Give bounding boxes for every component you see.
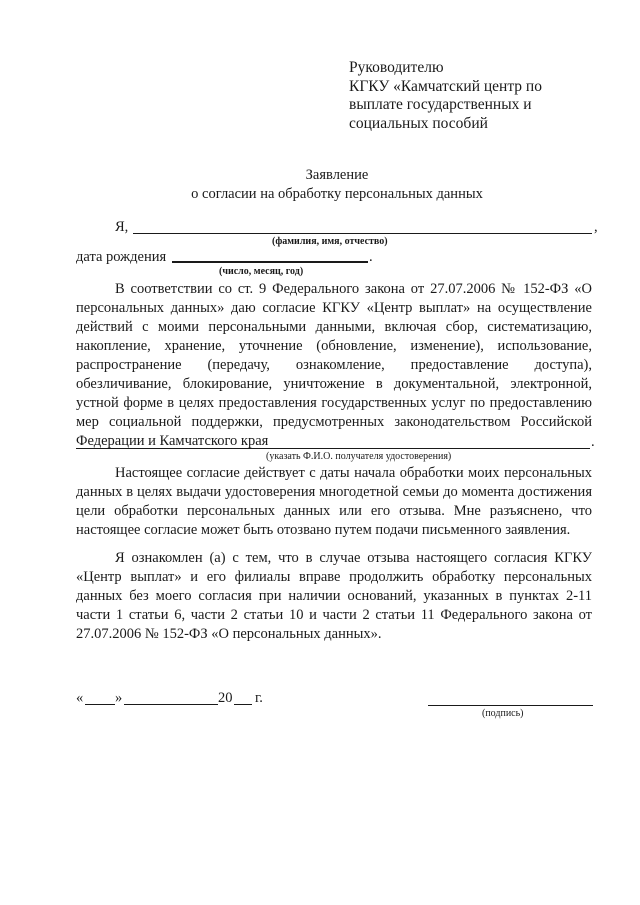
- applicant-name-field[interactable]: [133, 233, 592, 234]
- recipient-suffix: .: [591, 434, 595, 450]
- date-day-field[interactable]: [85, 704, 115, 705]
- date-year-prefix: 20: [218, 690, 233, 706]
- date-year-field[interactable]: [234, 704, 252, 705]
- recipient-name-field[interactable]: [76, 448, 590, 449]
- document-title: Заявление: [305, 167, 369, 183]
- date-open-quote: «: [76, 690, 84, 706]
- applicant-suffix: ,: [594, 219, 598, 235]
- signature-caption: (подпись): [482, 708, 524, 719]
- applicant-prefix: Я,: [115, 219, 129, 235]
- date-year-suffix: г.: [255, 690, 263, 706]
- birth-date-field[interactable]: [172, 261, 368, 263]
- recipient-caption: (указать Ф.И.О. получателя удостоверения): [266, 451, 452, 462]
- addressee-block: [349, 59, 619, 133]
- revocation-paragraph-text: Я ознакомлен (а) с тем, что в случае отзыва настоящего согласия КГКУ «Центр выплат» и его филиалы вправе продолжить обработку персональных данных без моего согласия при наличии оснований, указанных в пунктах 2-11 части 1 статьи 6, части 2 статьи 10 и части 2 статьи 11 Федерального закона от 27.07.2006 № 152-ФЗ «О персональных данных».: [76, 550, 592, 642]
- birth-date-suffix: .: [369, 249, 373, 265]
- birth-date-caption: (число, месяц, год): [219, 266, 304, 277]
- date-month-field[interactable]: [124, 704, 218, 705]
- consent-paragraph: [76, 280, 592, 451]
- document-subtitle: о согласии на обработку персональных данных: [191, 186, 483, 202]
- addressee-line: выплате государственных и: [349, 96, 532, 113]
- revocation-paragraph: [76, 549, 592, 644]
- applicant-caption: (фамилия, имя, отчество): [272, 236, 388, 247]
- addressee-line: Руководителю: [349, 59, 444, 76]
- addressee-line: КГКУ «Камчатский центр по: [349, 77, 542, 95]
- birth-date-label: дата рождения: [76, 249, 167, 265]
- addressee-line: социальных пособий: [349, 114, 488, 132]
- signature-field[interactable]: [428, 705, 593, 706]
- validity-paragraph: [76, 464, 592, 540]
- consent-paragraph-text: В соответствии со ст. 9 Федерального закона от 27.07.2006 № 152-ФЗ «О персональных данных» даю согласие КГКУ «Центр выплат» на осуществление действий с моими персональными данными, включая сбор, систематизацию, накопление, хранение, уточнение (обновление, изменение), использование, распространение (передачу, ознакомление, предоставление доступа), обезличивание, блокирование, уничтожение в документальной, электронной, устной форме в целях предоставления государственных услуг по предоставлению мер социальной поддержки, предусмотренных законодательством Российской Федерации и Камчатского края: [76, 281, 592, 449]
- date-close-quote: »: [115, 690, 123, 706]
- validity-paragraph-text: Настоящее согласие действует с даты начала обработки моих персональных данных в целях выдачи удостоверения многодетной семьи до момента достижения цели обработки персональных данных или его отзыва. Мне разъяснено, что настоящее согласие может быть отозвано путем подачи письменного заявления.: [76, 465, 592, 538]
